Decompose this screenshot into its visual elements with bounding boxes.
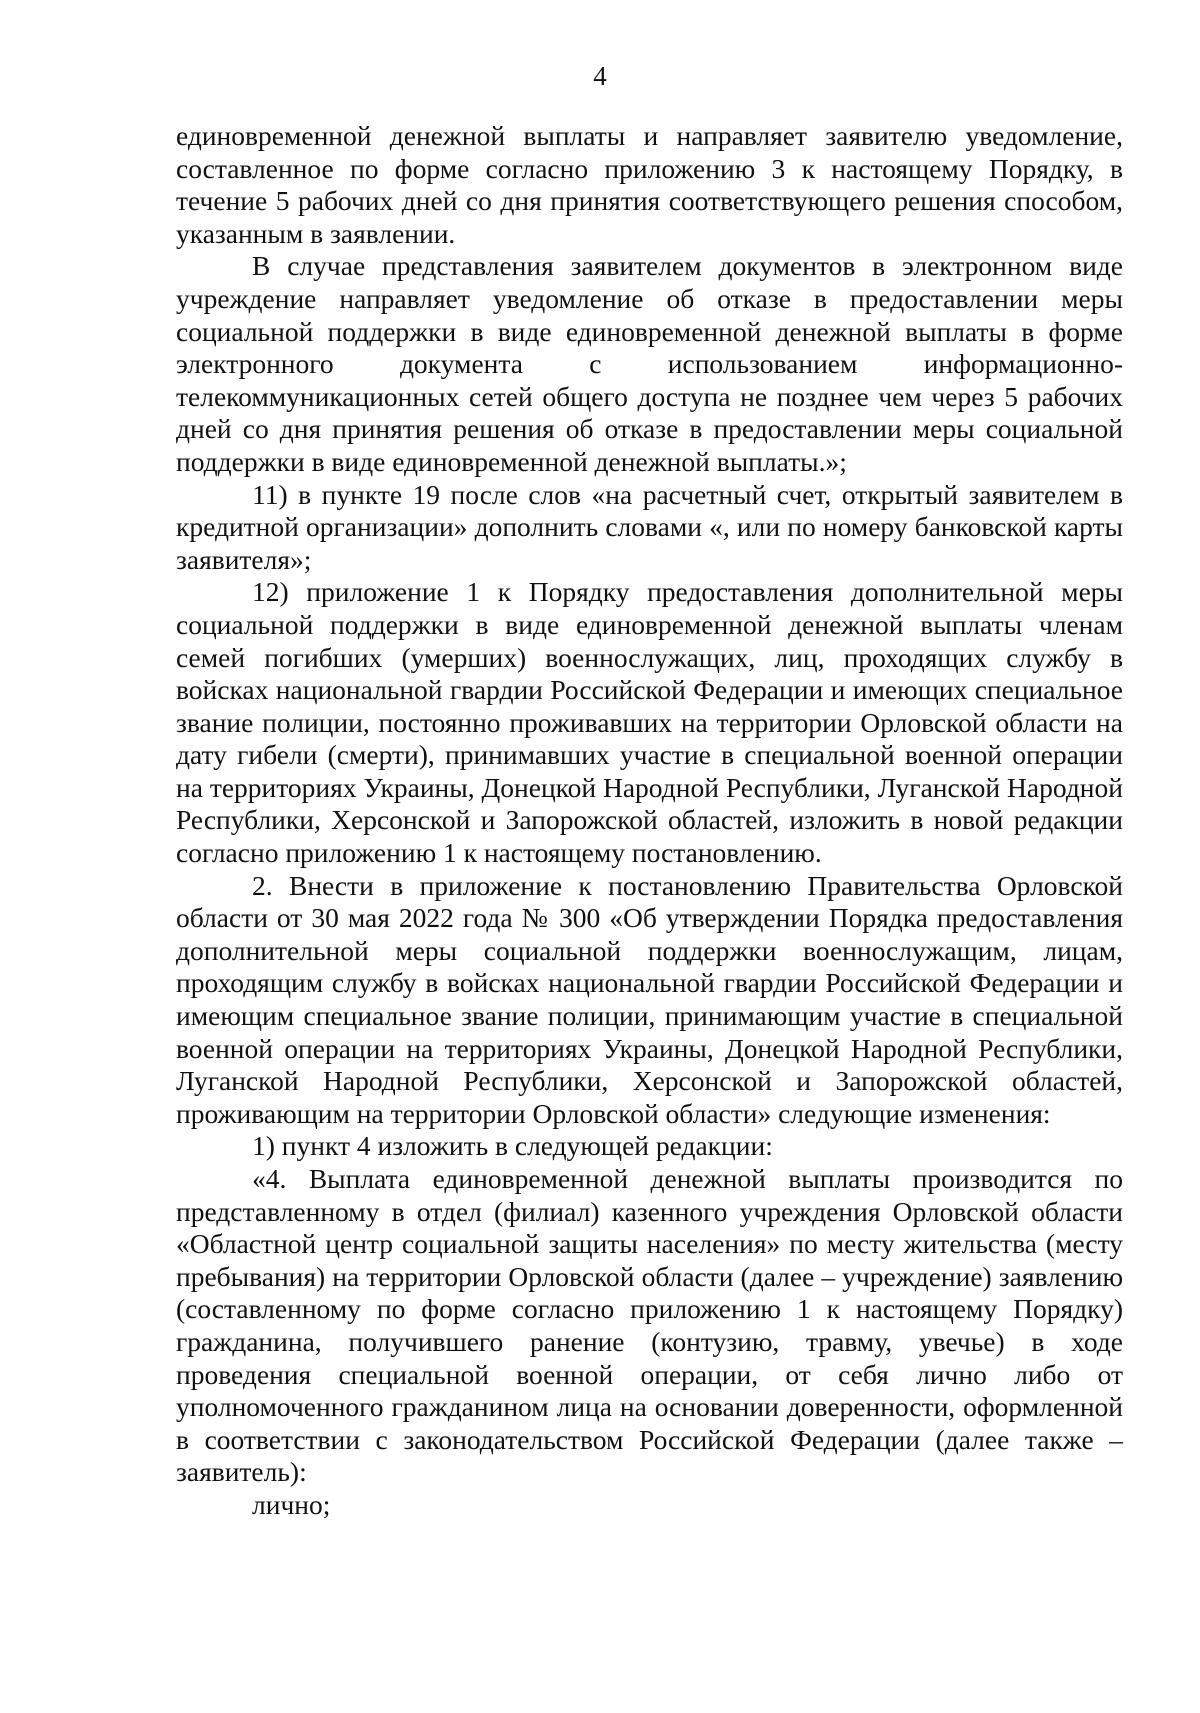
paragraph-item-12: 12) приложение 1 к Порядку предоставления дополнительной меры социальной поддержки в виде единовременной денежной выплаты членам семей погибших (умерших) военнослужащих, лиц, проходящих службу в войсках национальной гвардии Российской Федерации и имеющих специальное звание полиции, постоянно проживавших на территории Орловской области на дату гибели (смерти), принимавших участие в специальной военной операции на территориях Украины, Донецкой Народной Республики, Луганской Народной Республики, Херсонской и Запорожской областей, изложить в новой редакции согласно приложению 1 к настоящему постановлению. xyxy=(176,576,1123,869)
paragraph-personally: лично; xyxy=(252,1488,331,1520)
paragraph-item-1: 1) пункт 4 изложить в следующей редакции: xyxy=(252,1130,773,1162)
paragraph-continuation: единовременной денежной выплаты и направляет заявителю уведомление, составленное по форме согласно приложению 3 к настоящему Порядку, в течение 5 рабочих дней со дня принятия соответствующего решения способом, указанным в заявлении. xyxy=(176,120,1123,249)
paragraph-electronic-notice: В случае представления заявителем документов в электронном виде учреждение направляет уведомление об отказе в предоставлении меры социальной поддержки в виде единовременной денежной выплаты в форме электронного документа с использованием информационно-телекоммуникационных сетей общего доступа не позднее чем через 5 рабочих дней со дня принятия решения об отказе в предоставлении меры социальной поддержки в виде единовременной денежной выплаты.»; xyxy=(176,250,1123,477)
page-number: 4 xyxy=(593,61,607,91)
paragraph-section-2: 2. Внести в приложение к постановлению Правительства Орловской области от 30 мая 2022 года № 300 «Об утверждении Порядка предоставления дополнительной меры социальной поддержки военнослужащим, лицам, проходящим службу в войсках национальной гвардии Российской Федерации и имеющим специальное звание полиции, принимающим участие в специальной военной операции на территориях Украины, Донецкой Народной Республики, Луганской Народной Республики, Херсонской и Запорожской областей, проживающим на территории Орловской области» следующие изменения: xyxy=(176,869,1123,1129)
paragraph-clause-4: «4. Выплата единовременной денежной выплаты производится по представленному в отдел (филиал) казенного учреждения Орловской области «Областной центр социальной защиты населения» по месту жительства (месту пребывания) на территории Орловской области (далее – учреждение) заявлению (составленному по форме согласно приложению 1 к настоящему Порядку) гражданина, получившего ранение (контузию, травму, увечье) в ходе проведения специальной военной операции, от себя лично либо от уполномоченного гражданином лица на основании доверенности, оформленной в соответствии с законодательством Российской Федерации (далее также – заявитель): xyxy=(176,1163,1123,1488)
document-body xyxy=(176,120,1123,1522)
paragraph-item-11: 11) в пункте 19 после слов «на расчетный счет, открытый заявителем в кредитной организации» дополнить словами «, или по номеру банковской карты заявителя»; xyxy=(176,478,1123,575)
